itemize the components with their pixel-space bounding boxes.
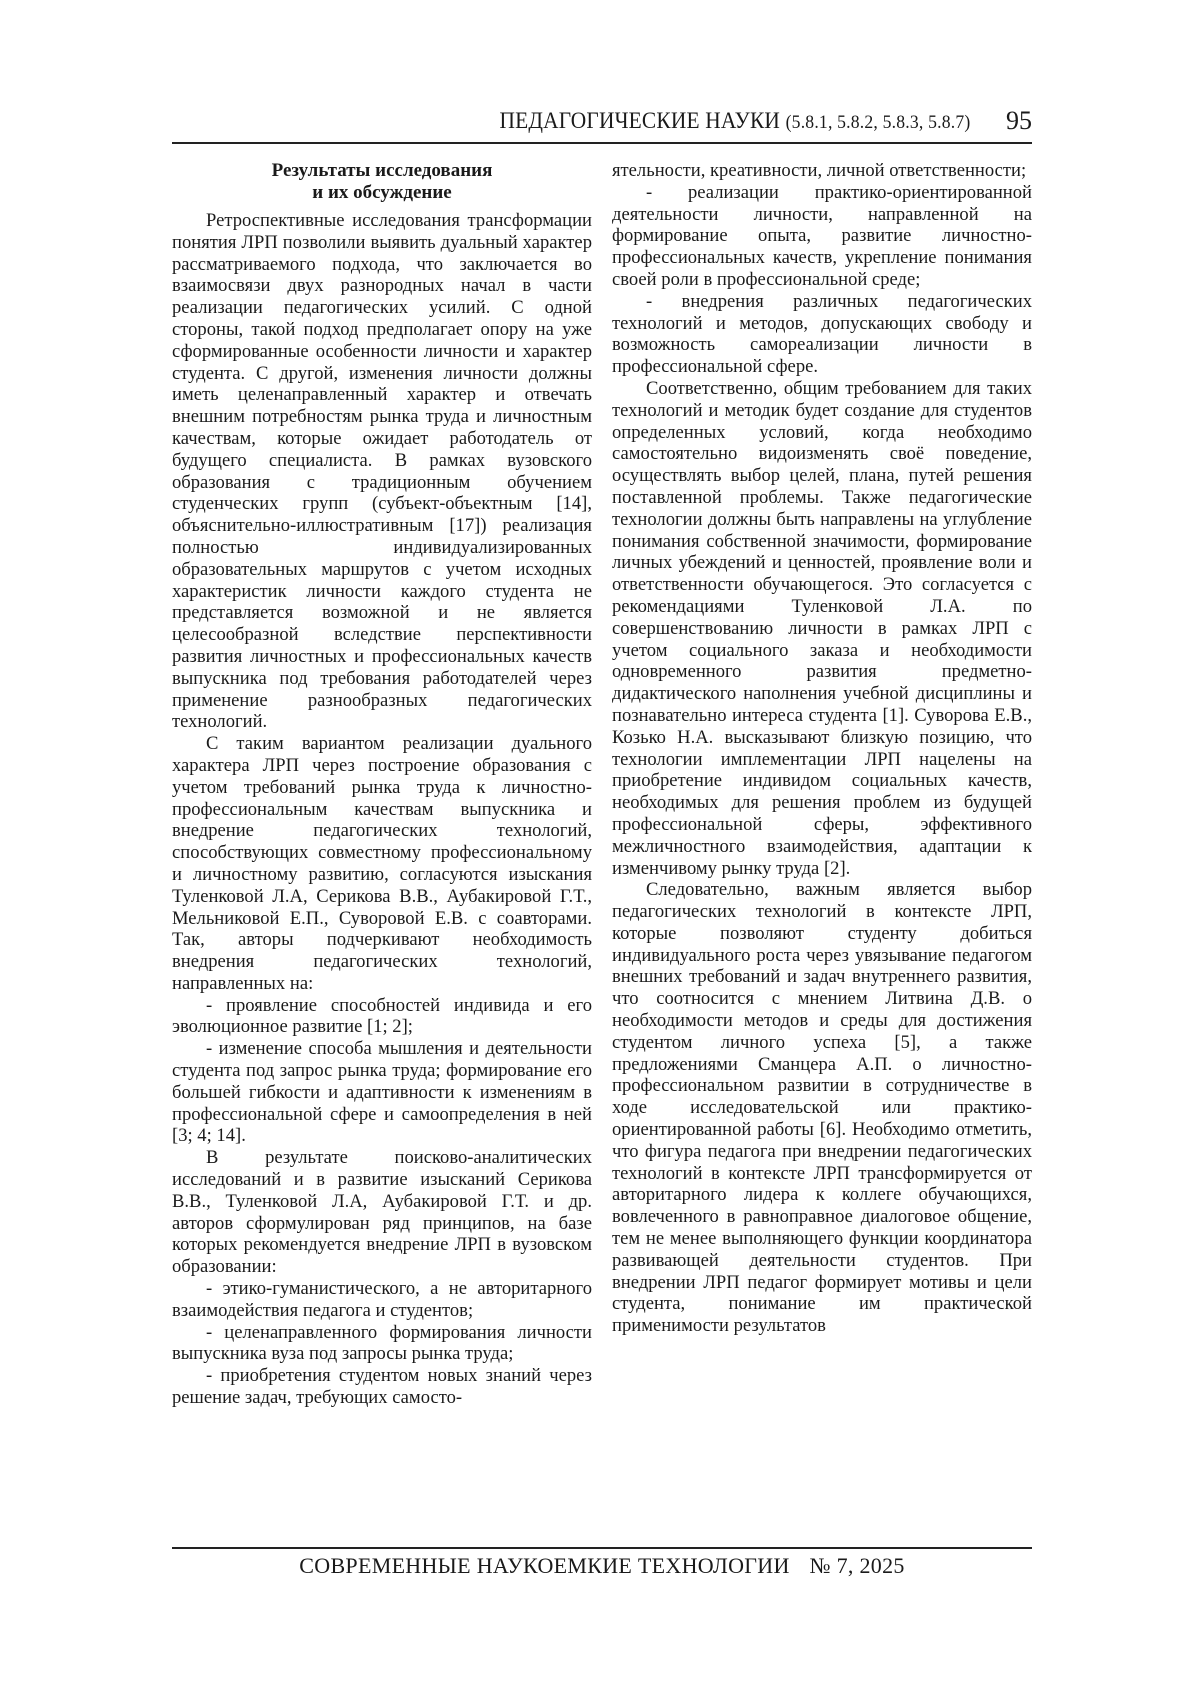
section-title-line-2: и их обсуждение [312, 182, 452, 203]
section-title-line-1: Результаты исследования [271, 160, 493, 181]
list-item: - этико-гуманистического, а не авторитарного взаимодействия педагога и студентов; [172, 1278, 592, 1321]
paragraph: Соответственно, общим требованием для таких технологий и методик будет создание для студентов определенных условий, когда необходимо самостоятельно видоизменять своё поведение, осуществлять выбор целей, плана, путей решения поставленной проблемы. Также педагогические технологии должны быть направлены на углубление понимания собственной значимости, формирование личных убеждений и ценностей, проявление воли и ответственности обучающегося. Это согласуется с рекомендациями Туленковой Л.А. по совершенствованию личности в рамках ЛРП с учетом социального заказа и необходимости одновременного развития предметно-дидактического наполнения учебной дисциплины и познавательно интереса студента [1]. Суворова Е.В., Козько Н.А. высказывают близкую позицию, что технологии имплементации ЛРП нацелены на приобретение индивидом социальных качеств, необходимых для решения проблем из будущей профессиональной сферы, эффективного межличностного взаимодействия, адаптации к изменчивому рынку труда [2]. [612, 377, 1032, 879]
page-number: 95 [1006, 106, 1032, 135]
list-item: - внедрения различных педагогических технологий и методов, допускающих свободу и возможность самореализации личности в профессиональной сфере. [612, 290, 1032, 378]
section-title [172, 160, 592, 204]
list-item: - приобретения студентом новых знаний через решение задач, требующих самосто- [172, 1365, 592, 1409]
left-column [172, 160, 592, 1409]
paragraph: С таким вариантом реализации дуального характера ЛРП через построение образования с учетом требований рынка труда к личностно-профессиональным качествам выпускника и внедрение педагогических технологий, способствующих совместному профессиональному и личностному развитию, согласуются изыскания Туленковой Л.А, Серикова В.В., Аубакировой Г.Т., Мельниковой Е.П., Суворовой Е.В. с соавторами. Так, авторы подчеркивают необходимость внедрения педагогических технологий, направленных на: [172, 733, 592, 994]
right-column [612, 160, 1032, 1337]
footer-journal: СОВРЕМЕННЫЕ НАУКОЕМКИЕ ТЕХНОЛОГИИ [299, 1553, 790, 1578]
running-header [172, 108, 1032, 144]
paragraph: Следовательно, важным является выбор педагогических технологий в контексте ЛРП, которые позволяют студенту добиться индивидуального роста через увязывание педагогом внешних требований и задач внутреннего развития, что соотносится с мнением Литвина Д.В. о необходимости методов и среды для достижения студентом личного успеха [5], а также предложениями Сманцера А.П. о личностно-профессиональном развитии в сотрудничестве в ходе исследовательской или практико-ориентированной работы [6]. Необходимо отметить, что фигура педагога при внедрении педагогических технологий в контексте ЛРП трансформируется от авторитарного лидера к коллеге обучающихся, вовлеченного в равноправное диалоговое общение, тем не менее выполняющего функции координатора развивающей деятельности студентов. При внедрении ЛРП педагог формирует мотивы и цели студента, понимание им практической применимости результатов [612, 879, 1032, 1337]
paragraph: В результате поисково-аналитических исследований и в развитие изысканий Серикова В.В., Туленковой Л.А, Аубакировой Г.Т. и др. авторов сформулирован ряд принципов, на базе которых рекомендуется внедрение ЛРП в вузовском образовании: [172, 1147, 592, 1278]
footer-issue: № 7, 2025 [809, 1553, 905, 1578]
list-item: - проявление способностей индивида и его эволюционное развитие [1; 2]; [172, 994, 592, 1038]
header-section-codes: (5.8.1, 5.8.2, 5.8.3, 5.8.7) [785, 112, 970, 133]
list-item: - реализации практико-ориентированной деятельности личности, направленной на формирование опыта, развитие личностно-профессиональных качеств, укрепление понимания своей роли в профессиональной среде; [612, 181, 1032, 290]
paragraph: Ретроспективные исследования трансформации понятия ЛРП позволили выявить дуальный характер рассматриваемого подхода, что заключается во взаимосвязи двух разнородных начал в части реализации педагогических усилий. С одной стороны, такой подход предполагает опору на уже сформированные особенности личности и характер студента. С другой, изменения личности должны иметь целенаправленный характер и отвечать внешним потребностям рынка труда и личностным качествам, которые ожидает работодатель от будущего специалиста. В рамках вузовского образования с традиционным обучением студенческих групп (субъект-объектным [14], объяснительно-иллюстративным [17]) реализация полностью индивидуализированных образовательных маршрутов с учетом исходных характеристик личности каждого студента не представляется возможной и не является целесообразной вследствие перспективности развития личностных и профессиональных качеств выпускника под требования работодателей через применение разнообразных педагогических технологий. [172, 210, 592, 733]
running-footer [172, 1547, 1032, 1579]
header-section-title: ПЕДАГОГИЧЕСКИЕ НАУКИ [498, 108, 780, 133]
list-item-continuation: ятельности, креативности, личной ответственности; [612, 160, 1027, 181]
list-item: - изменение способа мышления и деятельности студента под запрос рынка труда; формирование его большей гибкости и адаптивности к изменениям в профессиональной сфере и самоопределения в ней [3; 4; 14]. [172, 1038, 592, 1147]
header-section [499, 108, 970, 134]
list-item: - целенаправленного формирования личности выпускника вуза под запросы рынка труда; [172, 1321, 592, 1365]
